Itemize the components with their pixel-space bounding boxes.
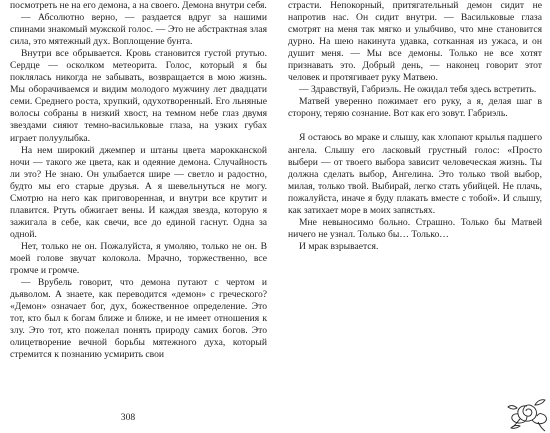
rose-ornament-icon xyxy=(505,392,550,433)
paragraph: Я остаюсь во мраке и слышу, как хлопают крылья падшего ангела. Слышу его ласковый грустный голос: «Просто выбери — от твоего выбора зависит человеческая жизнь. Ты должна сделать выбор, Ангелина. Это только твой выбор, милая, только твой. Выбирай, легко стать убийцей. Не плачь, пожалуйста, иначе я буду плакать вместе с тобой». И слышу, как затихает море в моих запястьях. xyxy=(288,132,542,216)
paragraph: Нет, только не он. Пожалуйста, я умоляю, только не он. В моей голове звучат колокола. Мрачно, торжественно, все громче и громче. xyxy=(10,240,267,277)
paragraph: — Абсолютно верно, — раздается вдруг за нашими спинами знакомый мужской голос. — Это не абстрактная злая сила, это мятежный дух. Воплощение бунта. xyxy=(10,12,267,48)
paragraph: — Врубель говорит, что демона путают с чертом и дьяволом. А знаете, как переводится «демон» с греческого? «Демон» означает бог, дух, божественное определение. Это тот, кто был к богам ближе и ближе, и не имеет отношения к злу. Это тот, кто пожелал понять природу самих богов. Это олицетворение вечной борьбы мятежного духа, который стремится к познанию усмирить свои xyxy=(10,277,267,361)
paragraph: Матвей уверенно пожимает его руку, а я, делая шаг в сторону, теряю сознание. Вот как его зовут. Габриэль. xyxy=(288,96,542,120)
page-number: 308 xyxy=(120,412,136,423)
left-page xyxy=(0,0,272,433)
paragraph: страсти. Непокорный, притягательный демон сидит не напротив нас. Он сидит внутри. — Васильковые глаза смотрят на меня так мягко и улыбчиво, что мне становится дурно. На шею накинута удавка, сотканная из ужаса, и он душит меня. — Мы все демоны. Только не все хотят признавать это. Добрый день, — наконец говорит этот человек и протягивает руку Матвею. xyxy=(288,0,542,84)
paragraph: Мне невыносимо больно. Страшно. Только бы Матвей ничего не узнал. Только бы… Только… xyxy=(288,216,542,240)
scene-break xyxy=(288,120,542,132)
right-page-text xyxy=(288,0,542,253)
paragraph: — Здравствуй, Габриэль. Не ожидал тебя здесь встретить. xyxy=(299,84,537,96)
right-page xyxy=(280,0,550,433)
paragraph: На нем широкий джемпер и штаны цвета марокканской ночи — такого же цвета, как и одеяние демона. Случайность ли это? Не знаю. Он улыбается шире — светло и радостно, будто мы его старые друзья. А я шевельнуться не могу. Смотрю на него как приговоренная, и внутри все крутит и плавится. Ртуть обжигает вены. И каждая звезда, которую я зажигала в себе, как свечи, все до единой гаснут. Одна за одной. xyxy=(10,144,267,240)
paragraph: И мрак взрывается. xyxy=(299,240,379,252)
paragraph: посмотреть не на его демона, а на своего. Демона внутри себя. xyxy=(10,0,267,11)
paragraph: Внутри все обрывается. Кровь становится густой ртутью. Сердце — осколком метеорита. Голос, который я бы поклялась никогда не забывать, возвращается в мою жизнь. Мы оборачиваемся и видим молодого мужчину лет двадцати семи. Среднего роста, хрупкий, одухотворенный. Его льняные волосы собраны в низкий хвост, на темном небе глаз двумя звездами сияют темно-васильковые глаза, на узких губах играет полуулыбка. xyxy=(10,48,267,144)
left-page-text xyxy=(10,0,267,361)
